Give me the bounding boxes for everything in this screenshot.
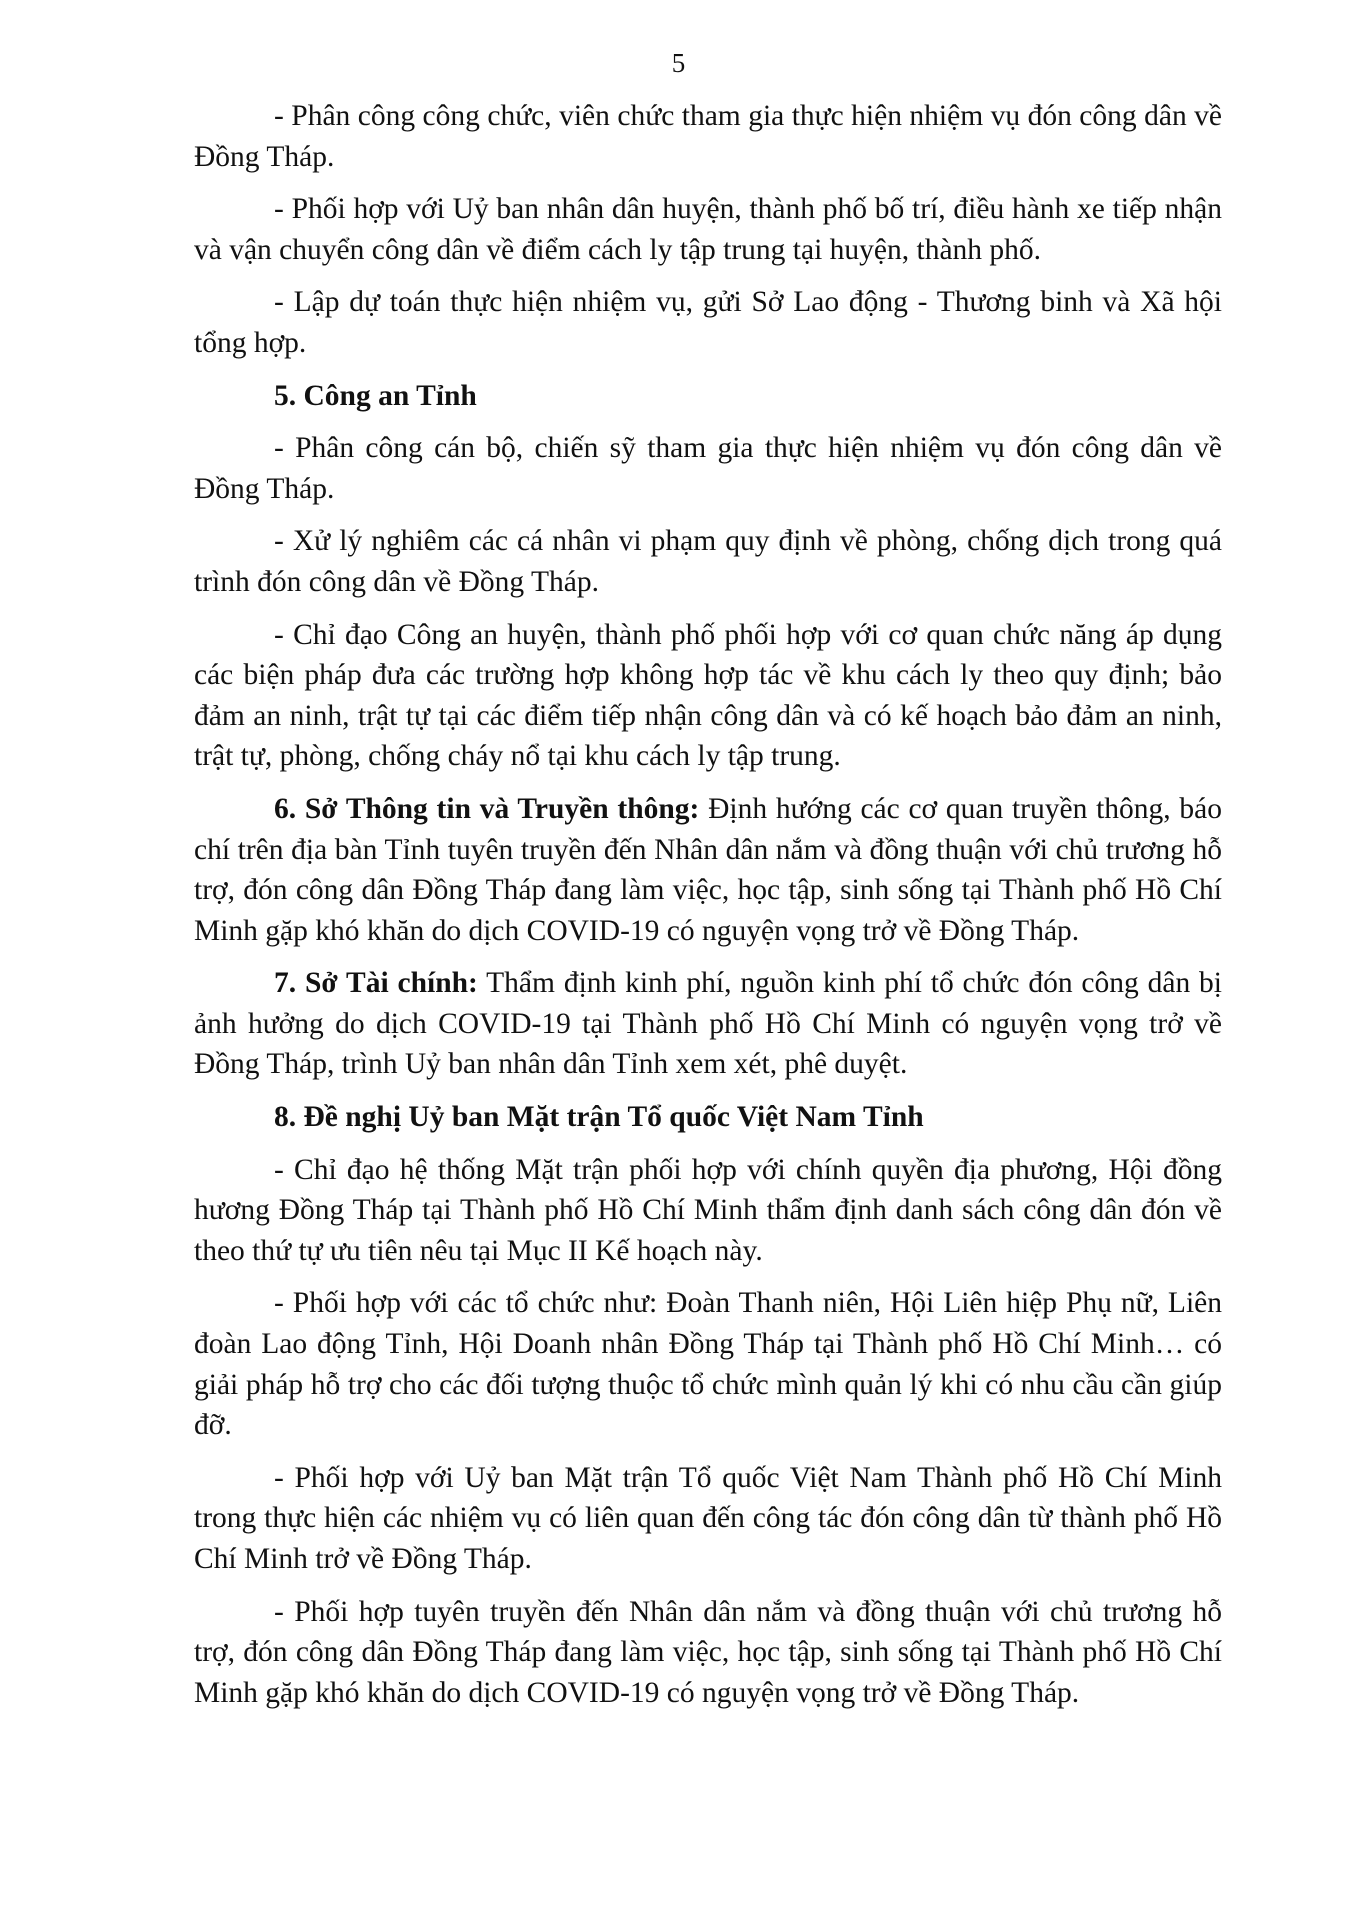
section-lead: 7. Sở Tài chính: bbox=[274, 967, 478, 1000]
paragraph: - Phân công cán bộ, chiến sỹ tham gia thực hiện nhiệm vụ đón công dân về Đồng Tháp. bbox=[194, 432, 1222, 505]
page-number: 5 bbox=[671, 48, 686, 78]
paragraph-body: Thẩm định kinh phí, nguồn kinh phí tổ chức đón công dân bị ảnh hưởng do dịch COVID-19 tại Thành phố Hồ Chí Minh có nguyện vọng trở về Đồng Tháp, trình Uỷ ban nhân dân Tỉnh xem xét, phê duyệt. bbox=[194, 967, 1222, 1081]
paragraph-with-lead bbox=[194, 963, 1222, 1085]
paragraph: - Lập dự toán thực hiện nhiệm vụ, gửi Sở Lao động - Thương binh và Xã hội tổng hợp. bbox=[194, 286, 1222, 359]
paragraph: - Chỉ đạo Công an huyện, thành phố phối hợp với cơ quan chức năng áp dụng các biện pháp đưa các trường hợp không hợp tác về khu cách ly theo quy định; bảo đảm an ninh, trật tự tại các điểm tiếp nhận công dân và có kế hoạch bảo đảm an ninh, trật tự, phòng, chống cháy nổ tại khu cách ly tập trung. bbox=[194, 618, 1222, 773]
paragraph: - Phân công công chức, viên chức tham gia thực hiện nhiệm vụ đón công dân về Đồng Tháp. bbox=[194, 100, 1222, 173]
document-body bbox=[194, 96, 1222, 1725]
paragraph-with-lead bbox=[194, 789, 1222, 951]
section-heading: 5. Công an Tỉnh bbox=[274, 379, 477, 412]
paragraph: - Phối hợp với Uỷ ban nhân dân huyện, thành phố bố trí, điều hành xe tiếp nhận và vận chuyển công dân về điểm cách ly tập trung tại huyện, thành phố. bbox=[194, 193, 1222, 266]
paragraph: - Phối hợp với Uỷ ban Mặt trận Tổ quốc Việt Nam Thành phố Hồ Chí Minh trong thực hiện các nhiệm vụ có liên quan đến công tác đón công dân từ thành phố Hồ Chí Minh trở về Đồng Tháp. bbox=[194, 1461, 1222, 1575]
paragraph: - Phối hợp tuyên truyền đến Nhân dân nắm và đồng thuận với chủ trương hỗ trợ, đón công dân Đồng Tháp đang làm việc, học tập, sinh sống tại Thành phố Hồ Chí Minh gặp khó khăn do dịch COVID-19 có nguyện vọng trở về Đồng Tháp. bbox=[194, 1595, 1222, 1709]
paragraph: - Xử lý nghiêm các cá nhân vi phạm quy định về phòng, chống dịch trong quá trình đón công dân về Đồng Tháp. bbox=[194, 525, 1222, 598]
paragraph-body: Định hướng các cơ quan truyền thông, báo chí trên địa bàn Tỉnh tuyên truyền đến Nhân dân nắm và đồng thuận với chủ trương hỗ trợ, đón công dân Đồng Tháp đang làm việc, học tập, sinh sống tại Thành phố Hồ Chí Minh gặp khó khăn do dịch COVID-19 có nguyện vọng trở về Đồng Tháp. bbox=[194, 792, 1222, 947]
paragraph: - Chỉ đạo hệ thống Mặt trận phối hợp với chính quyền địa phương, Hội đồng hương Đồng Tháp tại Thành phố Hồ Chí Minh thẩm định danh sách công dân đón về theo thứ tự ưu tiên nêu tại Mục II Kế hoạch này. bbox=[194, 1153, 1222, 1267]
section-heading: 8. Đề nghị Uỷ ban Mặt trận Tổ quốc Việt Nam Tỉnh bbox=[274, 1101, 924, 1134]
paragraph: - Phối hợp với các tổ chức như: Đoàn Thanh niên, Hội Liên hiệp Phụ nữ, Liên đoàn Lao động Tỉnh, Hội Doanh nhân Đồng Tháp tại Thành phố Hồ Chí Minh… có giải pháp hỗ trợ cho các đối tượng thuộc tổ chức mình quản lý khi có nhu cầu cần giúp đỡ. bbox=[194, 1287, 1222, 1442]
section-lead: 6. Sở Thông tin và Truyền thông: bbox=[274, 792, 700, 825]
